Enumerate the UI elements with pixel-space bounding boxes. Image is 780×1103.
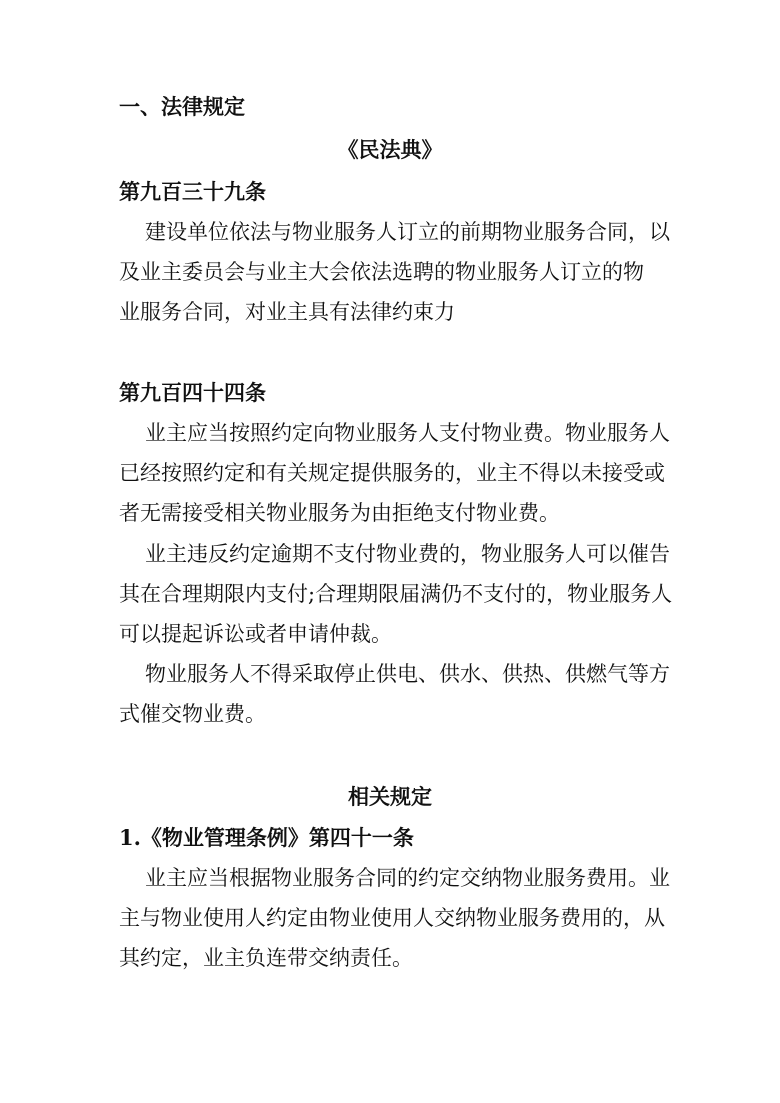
related-item-1-line-3: 其约定，业主负连带交纳责任。	[119, 946, 413, 970]
article-944-p1-line-3: 者无需接受相关物业服务为由拒绝支付物业费。	[119, 501, 560, 525]
article-944-p2-line-1: 业主违反约定逾期不支付物业费的，物业服务人可以催告	[145, 542, 670, 566]
article-939-line-2: 及业主委员会与业主大会依法选聘的物业服务人订立的物	[119, 260, 644, 284]
related-item-1-heading: 1.《物业管理条例》第四十一条	[119, 825, 414, 850]
article-939-heading: 第九百三十九条	[119, 179, 266, 204]
article-939-line-1: 建设单位依法与物业服务人订立的前期物业服务合同，以	[145, 220, 670, 244]
article-944-heading: 第九百四十四条	[119, 380, 266, 405]
related-item-1-line-1: 业主应当根据物业服务合同的约定交纳物业服务费用。业	[145, 866, 670, 890]
article-944-p2-line-2: 其在合理期限内支付;合理期限届满仍不支付的，物业服务人	[119, 582, 673, 606]
article-944-p1-line-2: 已经按照约定和有关规定提供服务的，业主不得以未接受或	[119, 461, 665, 485]
article-944-p3-line-2: 式催交物业费。	[119, 702, 266, 726]
section-title: 一、法律规定	[119, 94, 245, 119]
law-title: 《民法典》	[337, 137, 443, 162]
article-944-p3-line-1: 物业服务人不得采取停止供电、供水、供热、供燃气等方	[145, 662, 670, 686]
related-item-1-line-2: 主与物业使用人约定由物业使用人交纳物业服务费用的，从	[119, 906, 665, 930]
related-title: 相关规定	[348, 784, 432, 809]
article-939-line-3: 业服务合同，对业主具有法律约束力	[119, 300, 455, 324]
article-944-p1-line-1: 业主应当按照约定向物业服务人支付物业费。物业服务人	[145, 421, 670, 445]
article-944-p2-line-3: 可以提起诉讼或者申请仲裁。	[119, 622, 392, 646]
